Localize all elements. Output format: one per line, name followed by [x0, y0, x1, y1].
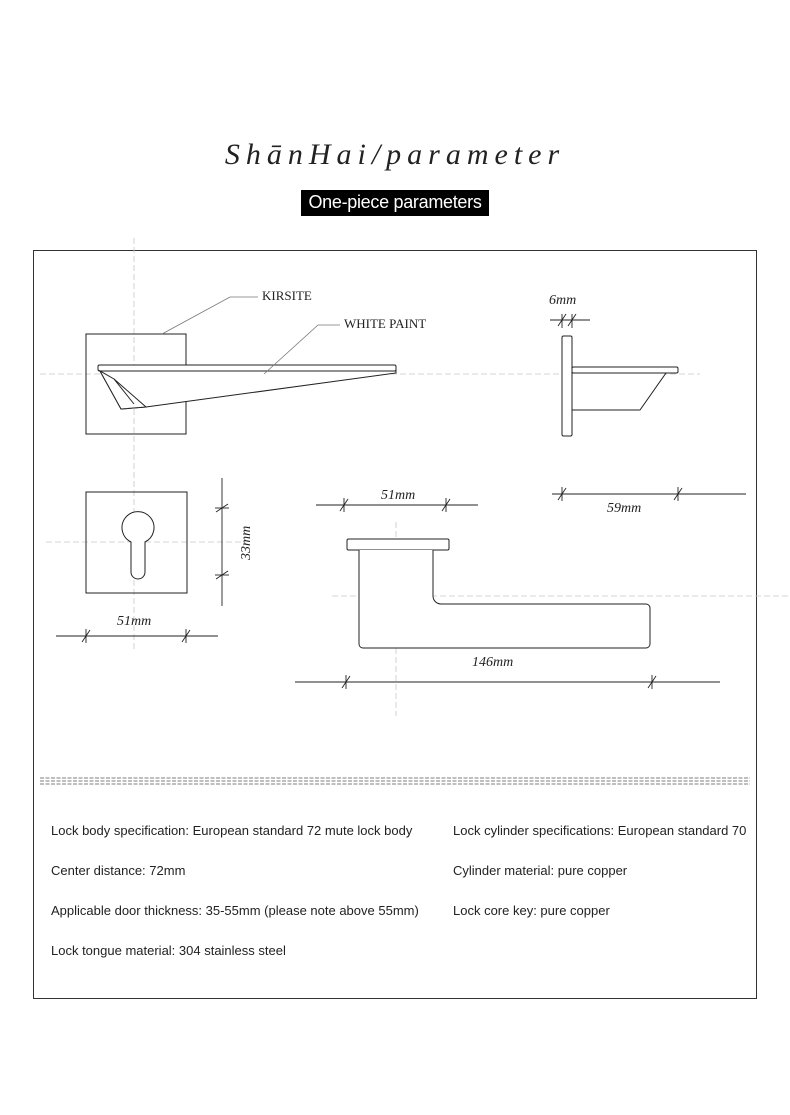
dim-label-51mm-rose: 51mm: [117, 614, 152, 629]
handle-front-view: [86, 334, 396, 434]
spec-door-thickness: Applicable door thickness: 35-55mm (please note above 55mm): [51, 903, 419, 918]
leader-lines: [162, 297, 340, 374]
handle-top-view: [347, 539, 650, 648]
keyhole: [122, 512, 154, 579]
callout-white-paint: WHITE PAINT: [344, 316, 427, 331]
dim-51mm-rose: [56, 629, 218, 643]
spec-center-distance: Center distance: 72mm: [51, 863, 186, 878]
dim-6mm: [550, 314, 590, 328]
dim-label-6mm: 6mm: [549, 293, 577, 308]
dim-146mm: [295, 675, 720, 689]
spec-tongue-material: Lock tongue material: 304 stainless steel: [51, 943, 286, 958]
callout-kirsite: KIRSITE: [262, 288, 312, 303]
spec-lock-body: Lock body specification: European standard 72 mute lock body: [51, 823, 413, 838]
subtitle-label: One-piece parameters: [301, 190, 488, 216]
page-title: ShānHai/parameter: [224, 138, 566, 171]
side-lever-top: [572, 367, 678, 373]
lever-top-bar: [98, 365, 396, 371]
dim-label-51mm-handle: 51mm: [381, 488, 416, 503]
side-lever-body: [572, 373, 666, 410]
section-divider: [40, 778, 750, 784]
top-lever: [359, 550, 650, 648]
lever-body: [100, 371, 396, 409]
spec-cylinder-material: Cylinder material: pure copper: [453, 863, 628, 878]
dim-label-59mm: 59mm: [607, 501, 642, 516]
side-rose: [562, 336, 572, 436]
dim-label-33mm: 33mm: [239, 525, 254, 560]
spec-core-key: Lock core key: pure copper: [453, 903, 610, 918]
handle-side-view: [562, 336, 678, 436]
dim-label-146mm: 146mm: [472, 655, 514, 670]
spec-cylinder: Lock cylinder specifications: European standard 70: [453, 823, 747, 838]
dim-59mm: [552, 487, 746, 501]
escutcheon-view: [86, 492, 187, 593]
top-rose: [347, 539, 449, 550]
